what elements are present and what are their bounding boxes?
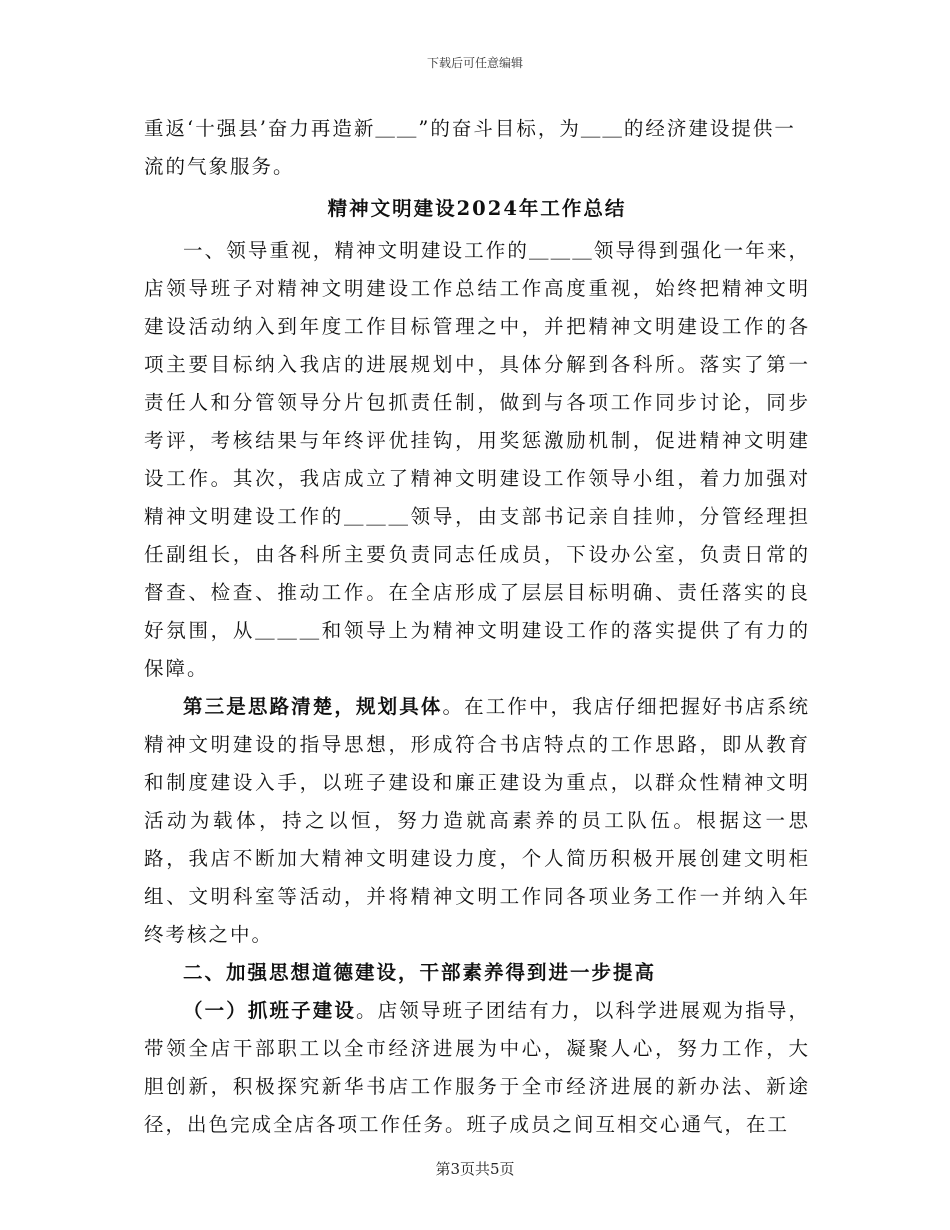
document-body <box>144 110 810 1144</box>
intro-line-2: 流的气象服务。 <box>144 155 295 178</box>
subsection-1-paragraph <box>144 992 810 1144</box>
document-title: 精神文明建设2024年工作总结 <box>327 197 627 220</box>
page-footer: 第3页共5页 <box>435 1160 515 1178</box>
section-2-heading: 二、加强思想道德建设，干部素养得到进一步提高 <box>183 961 657 984</box>
section-third-lead: 第三是思路清楚，规划具体 <box>183 695 443 718</box>
subsection-1-text: 。店领导班子团结有力，以科学进展观为指导，带领全店干部职工以全市经济进展为中心，凝聚人心，努力工作，大胆创新，积极探究新华书店工作服务于全市经济进展的新办法、新途径，出色完成全店各项工作任务。班子成员之间互相交心通气，在工 <box>144 999 810 1136</box>
section-1-paragraph: 一、领导重视，精神文明建设工作的＿＿＿领导得到强化一年来，店领导班子对精神文明建设工作总结工作高度重视，始终把精神文明建设活动纳入到年度工作目标管理之中，并把精神文明建设工作的各项主要目标纳入我店的进展规划中，具体分解到各科所。落实了第一责任人和分管领导分片包抓责任制，做到与各项工作同步讨论，同步考评，考核结果与年终评优挂钩，用奖惩激励机制，促进精神文明建设工作。其次，我店成立了精神文明建设工作领导小组，着力加强对精神文明建设工作的＿＿＿领导，由支部书记亲自挂帅，分管经理担任副组长，由各科所主要负责同志任成员，下设办公室，负责日常的督查、检查、推动工作。在全店形成了层层目标明确、责任落实的良好氛围，从＿＿＿和领导上为精神文明建设工作的落实提供了有力的保障。 <box>144 239 810 680</box>
page-header: 下载后可任意编辑 <box>426 56 523 70</box>
subsection-1-lead: （一）抓班子建设 <box>183 999 356 1022</box>
intro-line-1: 重返‘十强县’奋力再造新＿＿”的奋斗目标，为＿＿的经济建设提供一 <box>144 117 796 140</box>
section-third-text: 。在工作中，我店仔细把握好书店系统精神文明建设的指导思想，形成符合书店特点的工作思路，即从教育和制度建设入手，以班子建设和廉正建设为重点，以群众性精神文明活动为载体，持之以恒，努力造就高素养的员工队伍。根据这一思路，我店不断加大精神文明建设力度，个人简历积极开展创建文明柜组、文明科室等活动，并将精神文明工作同各项业务工作一并纳入年终考核之中。 <box>144 695 810 946</box>
section-third-paragraph <box>144 688 810 954</box>
